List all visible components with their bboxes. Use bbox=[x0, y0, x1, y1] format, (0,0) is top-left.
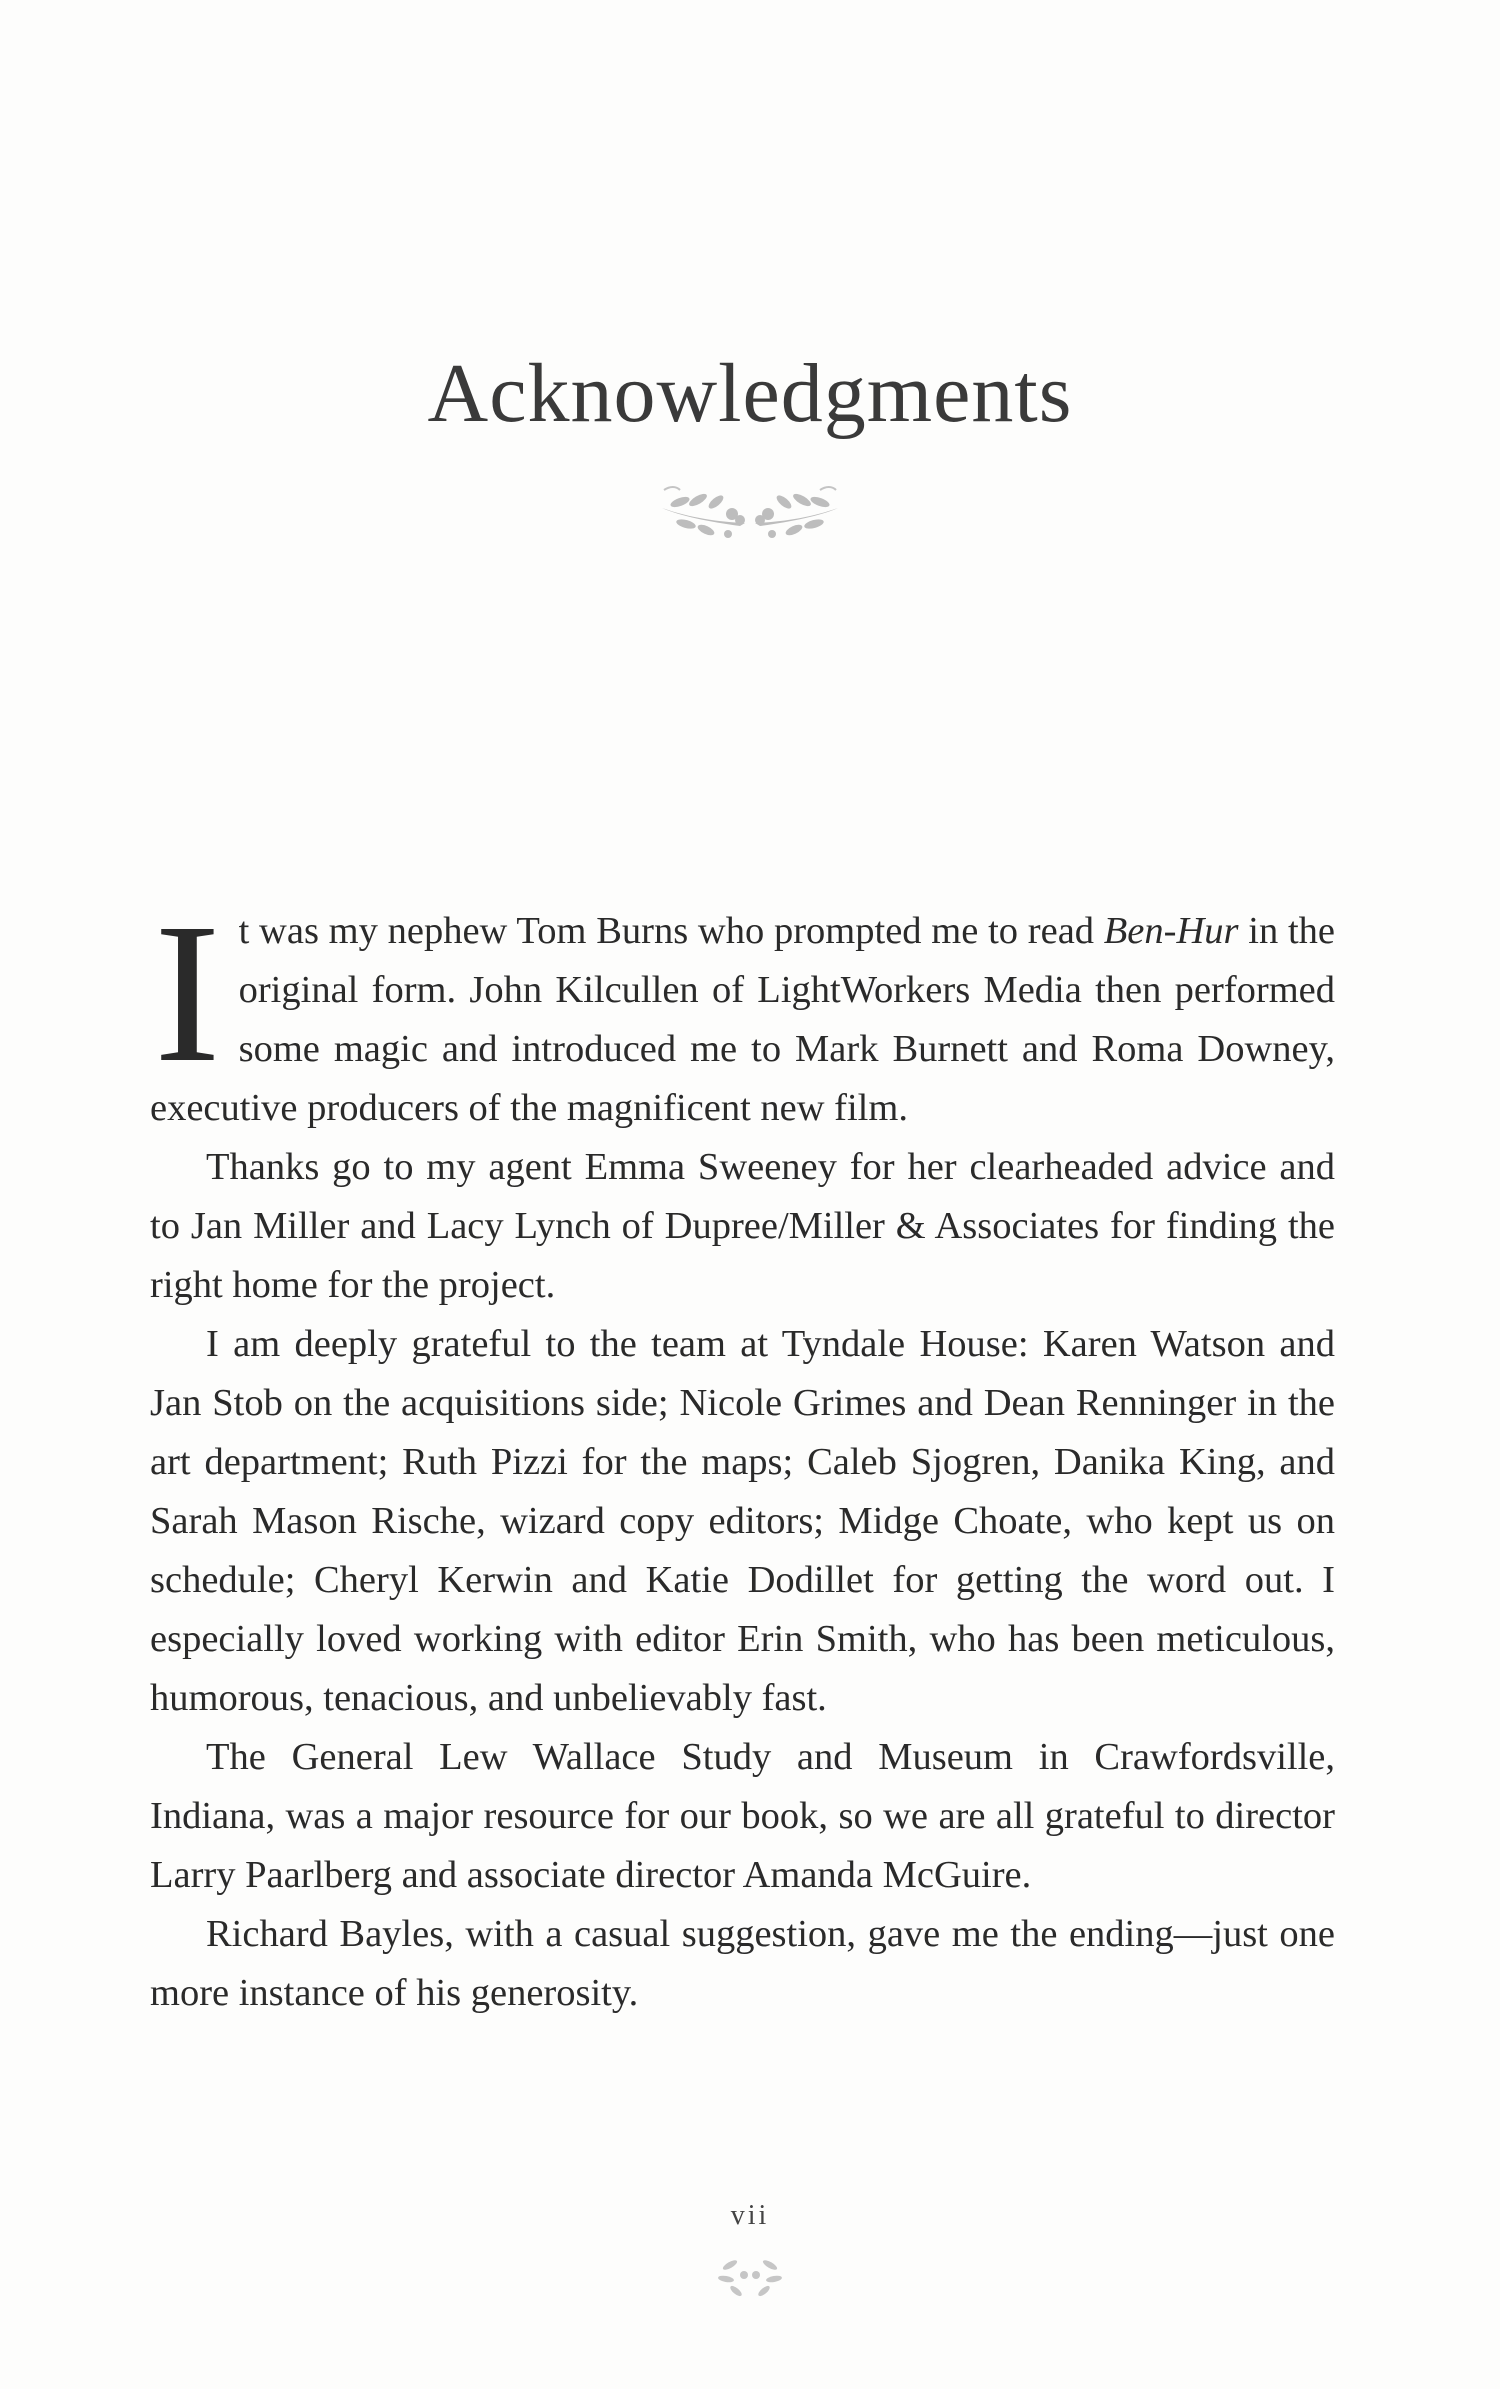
laurel-ornament-icon bbox=[640, 478, 860, 548]
paragraph-4: The General Lew Wallace Study and Museum in Crawfordsville, Indiana, was a major resource for our book, so we are all grateful to director Larry Paarlberg and associate director Amanda McGuire. bbox=[150, 1736, 1335, 1896]
paragraph-3: I am deeply grateful to the team at Tyndale House: Karen Watson and Jan Stob on the acquisitions side; Nicole Grimes and Dean Renninger in the art department; Ruth Pizzi for the maps; Caleb Sjogren, Danika King, and Sarah Mason Rische, wizard copy editors; Midge Choate, who kept us on schedule; Cheryl Kerwin and Katie Dodillet for getting the word out. I especially loved working with editor Erin Smith, who has been meticulous, humorous, tenacious, and unbelievably fast. bbox=[150, 1323, 1335, 1719]
page-number: vii bbox=[730, 2200, 770, 2231]
page-title: Acknowledgments bbox=[427, 347, 1073, 440]
small-laurel-ornament-icon bbox=[700, 2245, 800, 2305]
paragraph-1-text-before: t was my nephew Tom Burns who prompted me to read bbox=[238, 910, 1104, 952]
paragraph-5: Richard Bayles, with a casual suggestion, gave me the ending—just one more instance of his generosity. bbox=[150, 1913, 1335, 2014]
acknowledgments-body bbox=[150, 883, 1335, 2023]
paragraph-1-text-after: in the original form. John Kilcullen of LightWorkers Media then performed some magic and introduced me to Mark Burnett and Roma Downey, executive producers of the magnificent new film. bbox=[150, 910, 1335, 1129]
drop-cap: I bbox=[154, 883, 221, 1104]
paragraph-2: Thanks go to my agent Emma Sweeney for her clearheaded advice and to Jan Miller and Lacy Lynch of Dupree/Miller & Associates for finding the right home for the project. bbox=[150, 1146, 1335, 1306]
paragraph-1 bbox=[150, 883, 1335, 1138]
book-title-ben-hur: Ben-Hur bbox=[1103, 910, 1239, 952]
